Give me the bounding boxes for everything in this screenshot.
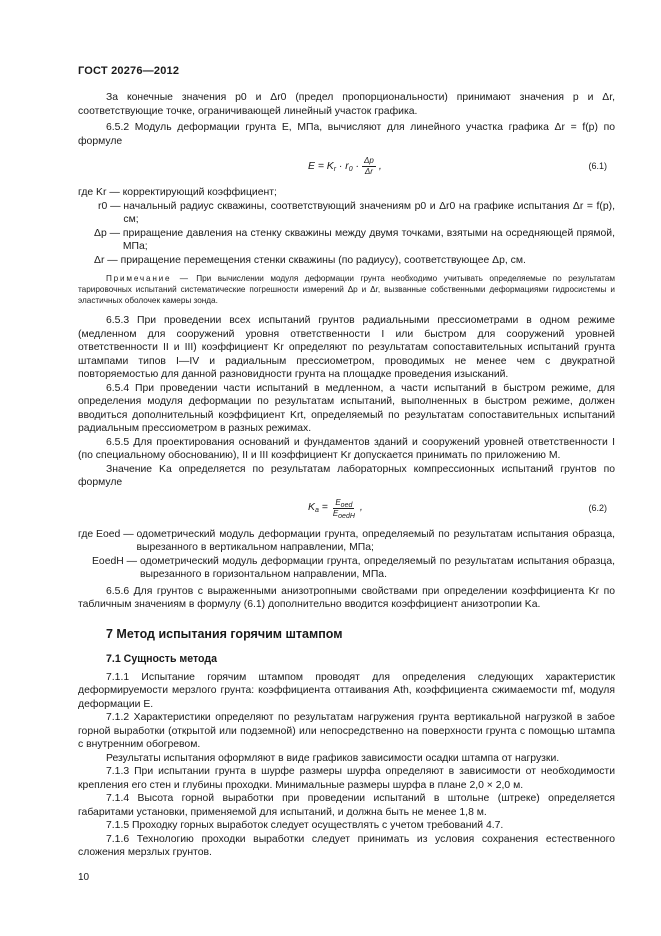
paragraph-7-1-2b: Результаты испытания оформляют в виде графиков зависимости осадки штампа от нагрузки. xyxy=(106,752,560,764)
page-number: 10 xyxy=(78,872,90,883)
paragraph-6-5-3: 6.5.3 При проведении всех испытаний грунтов радиальными прессиометрами в одном режиме (медленном для сооружений уровня ответственности I или быстром для сооружений уровней ответственности II и III) коэффициент Kr определяют по результатам сопоставительных испытаний грунта штампами типов I—IV и радиальным прессиометром, проводимых не менее чем с двукратной повторяемостью для данной разновидности грунта на площадке проведения изысканий. xyxy=(78,315,615,380)
where-r0: r0 — начальный радиус скважины, соответствующий значениям p0 и Δr0 на графике испытания Δr = f(p), см; xyxy=(98,200,615,225)
formula-6-1 xyxy=(78,154,615,182)
formula-6-1-number: (6.1) xyxy=(588,161,607,171)
note xyxy=(78,273,615,306)
paragraph-7-1-6: 7.1.6 Технологию проходки выработки следует принимать из условия сохранения естественного сложения мерзлых грунтов. xyxy=(78,833,615,858)
paragraph-6-5-6: 6.5.6 Для грунтов с выраженными анизотропными свойствами при определении коэффициента Kr по табличным значениям в формулу (6.1) дополнительно вводится коэффициент анизотропии Ka. xyxy=(78,585,615,610)
formula-6-2-expression: $K_a$ = $\frac{E_{oed}}{E_{oedH}}$ , xyxy=(308,497,363,520)
paragraph-7-1-3: 7.1.3 При испытании грунта в шурфе размеры шурфа определяют в зависимости от необходимости крепления его стен и глубины проходки. Минимальные размеры шурфа в плане 2,0 × 2,0 м. xyxy=(78,766,615,791)
note-text: При вычислении модуля деформации грунта необходимо учитывать определяемые по результатам тарировочных испытаний систематические погрешности измерений Δp и Δr, вызванные собственными деформациями гидросистемы и эластичных оболочек камеры зонда. xyxy=(78,274,616,305)
paragraph-6-5-2: 6.5.2 Модуль деформации грунта E, МПа, вычисляют для линейного участка графика Δr = f(p) по формуле xyxy=(78,122,615,147)
section-7-1-heading: 7.1 Сущность метода xyxy=(106,653,218,665)
note-label: Примечание — xyxy=(106,274,190,283)
paragraph-7-1-2: 7.1.2 Характеристики определяют по результатам нагружения грунта вертикальной нагрузкой в забое горной выработки (открытой или подземной) или непосредственно на поверхности грунта с помощью штампа с внутренним обогревом. xyxy=(78,712,615,750)
paragraph-7-1-4: 7.1.4 Высота горной выработки при проведении испытаний в штольне (штреке) определяется габаритами установки, применяемой для испытаний, и должна быть не менее 1,8 м. xyxy=(78,793,615,818)
paragraph-intro: За конечные значения p0 и Δr0 (предел пропорциональности) принимают значения p и Δr, соответствующие точке, ограничивающей линейный участок графика. xyxy=(78,92,615,117)
paragraph-7-1-5: 7.1.5 Проходку горных выработок следует осуществлять с учетом требований 4.7. xyxy=(106,820,504,831)
formula-6-1-expression: $E = K_r \cdot r_0$ · $\frac{\Delta p}{\Delta r}$ , xyxy=(308,156,382,176)
paragraph-6-5-5: 6.5.5 Для проектирования оснований и фундаментов зданий и сооружений уровней ответственности I (по специальному обоснованию), II и III коэффициент Kr допускается принимать по приложению М. xyxy=(78,436,615,461)
document-header: ГОСТ 20276—2012 xyxy=(78,65,180,77)
where-eoed: где Eoed — одометрический модуль деформации грунта, определяемый по результатам испытания образца, вырезанного в вертикальном направлении, МПа; xyxy=(78,528,615,553)
where-eoedh: EoedH — одометрический модуль деформации грунта, определяемый по результатам испытания образца, вырезанного в горизонтальном направлении, МПа. xyxy=(92,555,615,580)
paragraph-6-5-4: 6.5.4 При проведении части испытаний в медленном, а части испытаний в быстром режиме, для определения модуля деформации по результатам испытаний, выполненных в быстром режиме, должен вводиться дополнительный коэффициент Krt, определяемый по результатам сопоставительных испытаний радиальным прессиометром в разных режимах. xyxy=(78,382,615,434)
where-kr: где Kr — корректирующий коэффициент; xyxy=(78,187,277,198)
where-dp: Δp — приращение давления на стенку скважины между двумя точками, взятыми на осредняющей прямой, МПа; xyxy=(94,227,615,252)
paragraph-6-5-5b: Значение Ka определяется по результатам лабораторных компрессионных испытаний грунтов по формуле xyxy=(78,463,615,488)
formula-6-2-number: (6.2) xyxy=(588,502,607,513)
formula-6-2 xyxy=(78,496,615,524)
paragraph-7-1-1: 7.1.1 Испытание горячим штампом проводят для определения следующих характеристик деформируемости мерзлого грунта: коэффициента оттаивания Ath, коэффициента сжимаемости mf, модуля деформации E. xyxy=(78,671,615,710)
document-body xyxy=(78,91,615,860)
where-dr: Δr — приращение перемещения стенки скважины (по радиусу), соответствующее Δp, см. xyxy=(94,254,526,266)
section-7-heading: 7 Метод испытания горячим штампом xyxy=(106,626,343,641)
